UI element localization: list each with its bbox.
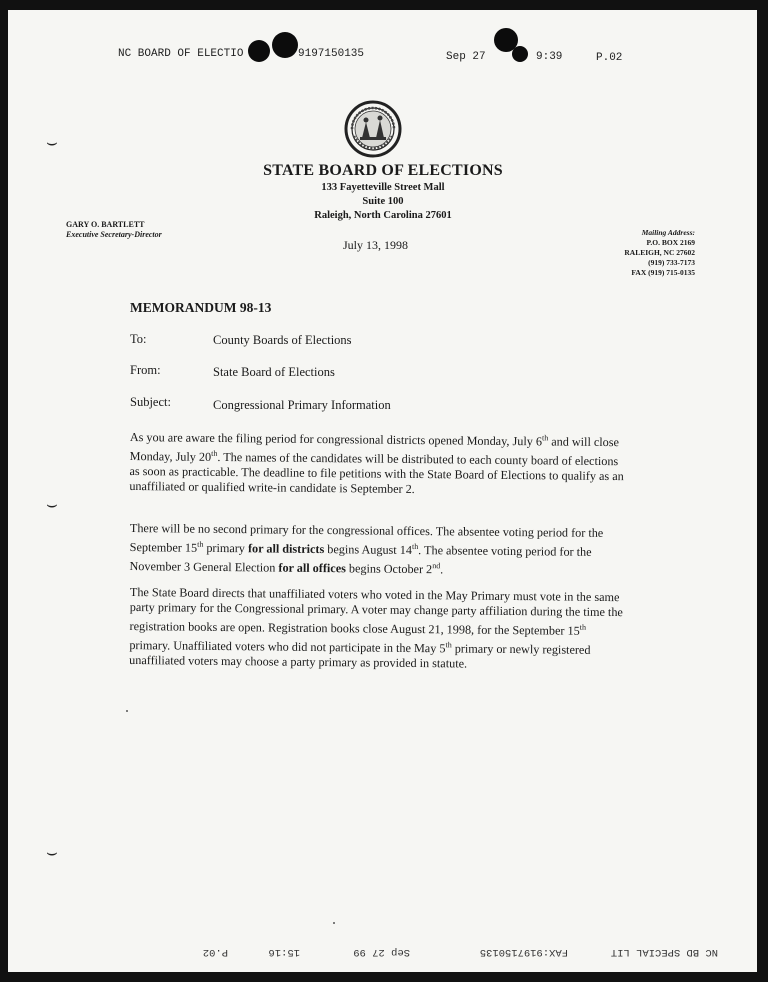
fax-page <box>8 10 757 972</box>
memo-date: July 13, 1998 <box>343 238 409 252</box>
bold-text: for all offices <box>278 560 346 576</box>
paragraph-text: begins August 14 <box>324 542 413 558</box>
paragraph-text: primary. Unaffiliated voters who did not participate in the May 5 <box>129 638 446 656</box>
scan-mark: ⌣ <box>46 132 58 152</box>
subject-value: Congressional Primary Information <box>213 398 391 412</box>
paragraph-text: The State Board directs that unaffiliated voters who voted in the May Primary must vote in the same party primary for the Congressional primary. A voter may change party affiliation during the time the registration books are open. Registration books close August 21, 1998, for the September 15 <box>129 585 623 638</box>
superscript: th <box>445 640 452 650</box>
to-label: To: <box>130 332 147 346</box>
bold-text: for all districts <box>247 541 325 557</box>
mailing-label: Mailing Address: <box>641 228 695 237</box>
state-seal-icon <box>344 100 402 158</box>
superscript: th <box>411 541 419 552</box>
scan-speck <box>333 922 335 924</box>
director-name: GARY O. BARTLETT <box>66 220 145 229</box>
paragraph-text: As you are aware the filing period for congressional districts opened Monday, July 6 <box>129 430 543 449</box>
fax-header-page: P.02 <box>596 52 623 64</box>
memo-number: MEMORANDUM 98-13 <box>130 300 272 315</box>
paragraph-filing-period <box>129 426 630 499</box>
paragraph-text: . <box>440 562 444 577</box>
fax-header-time: 9:39 <box>536 51 563 63</box>
fax-footer-sender: NC BD SPECIAL LIT <box>610 946 718 958</box>
mailing-city: RALEIGH, NC 27602 <box>624 248 695 257</box>
fax-footer-time: 15:16 <box>268 946 300 958</box>
fax-header-number: 9197150135 <box>298 48 365 60</box>
paragraph-absentee-voting <box>129 521 630 579</box>
punch-hole-mark <box>512 46 528 62</box>
subject-label: Subject: <box>130 395 171 409</box>
mailing-box: P.O. BOX 2169 <box>646 238 695 247</box>
director-block <box>66 220 162 240</box>
superscript: th <box>197 539 204 549</box>
punch-hole-mark <box>248 40 270 62</box>
from-value: State Board of Elections <box>213 365 335 379</box>
paragraph-text: begins October 2 <box>345 561 433 577</box>
fax-footer-fax: FAX:9197150135 <box>479 946 568 958</box>
superscript: th <box>579 622 587 632</box>
fax-header-sender: NC BOARD OF ELECTIO <box>118 48 244 60</box>
paragraph-text: primary <box>203 540 249 556</box>
superscript: th <box>541 433 549 443</box>
scan-speck <box>126 710 128 712</box>
to-value: County Boards of Elections <box>213 333 352 347</box>
letterhead-address-line2: Suite 100 <box>362 196 404 207</box>
paragraph-text: . The names of the candidates will be distributed to each county board of elections as soon as practicable. The deadline to file petitions with the State Board of Elections to qualify as an unaffiliated or qualified write-in candidate is September 2. <box>129 450 624 497</box>
letterhead-address-line1: 133 Fayetteville Street Mall <box>321 182 445 193</box>
letterhead-address-line3: Raleigh, North Carolina 27601 <box>314 210 452 221</box>
mailing-fax: FAX (919) 715-0135 <box>631 268 695 277</box>
scan-mark: ⌣ <box>46 494 58 514</box>
superscript: nd <box>432 561 441 571</box>
mailing-phone: (919) 733-7173 <box>648 258 695 267</box>
paragraph-text: . The absentee voting period for the November 3 General Election <box>129 543 592 575</box>
fax-footer-page: P.02 <box>202 946 228 958</box>
paragraph-text: and will close Monday, July 20 <box>129 434 620 464</box>
letterhead-title: STATE BOARD OF ELECTIONS <box>263 162 503 179</box>
mailing-address-block <box>624 228 695 278</box>
paragraph-text: primary or newly registered unaffiliated voters may choose a party primary as provided in statute. <box>129 641 591 671</box>
punch-hole-mark <box>272 32 298 58</box>
fax-header-date: Sep 27 <box>446 51 486 63</box>
paragraph-unaffiliated-voters <box>129 585 630 673</box>
superscript: th <box>211 448 218 458</box>
from-label: From: <box>130 363 161 377</box>
scan-mark: ⌣ <box>46 842 58 862</box>
fax-footer-date: Sep 27 99 <box>353 946 410 958</box>
director-title: Executive Secretary-Director <box>66 230 162 239</box>
paragraph-text: There will be no second primary for the congressional offices. The absentee voting period for the September 15 <box>129 521 604 555</box>
